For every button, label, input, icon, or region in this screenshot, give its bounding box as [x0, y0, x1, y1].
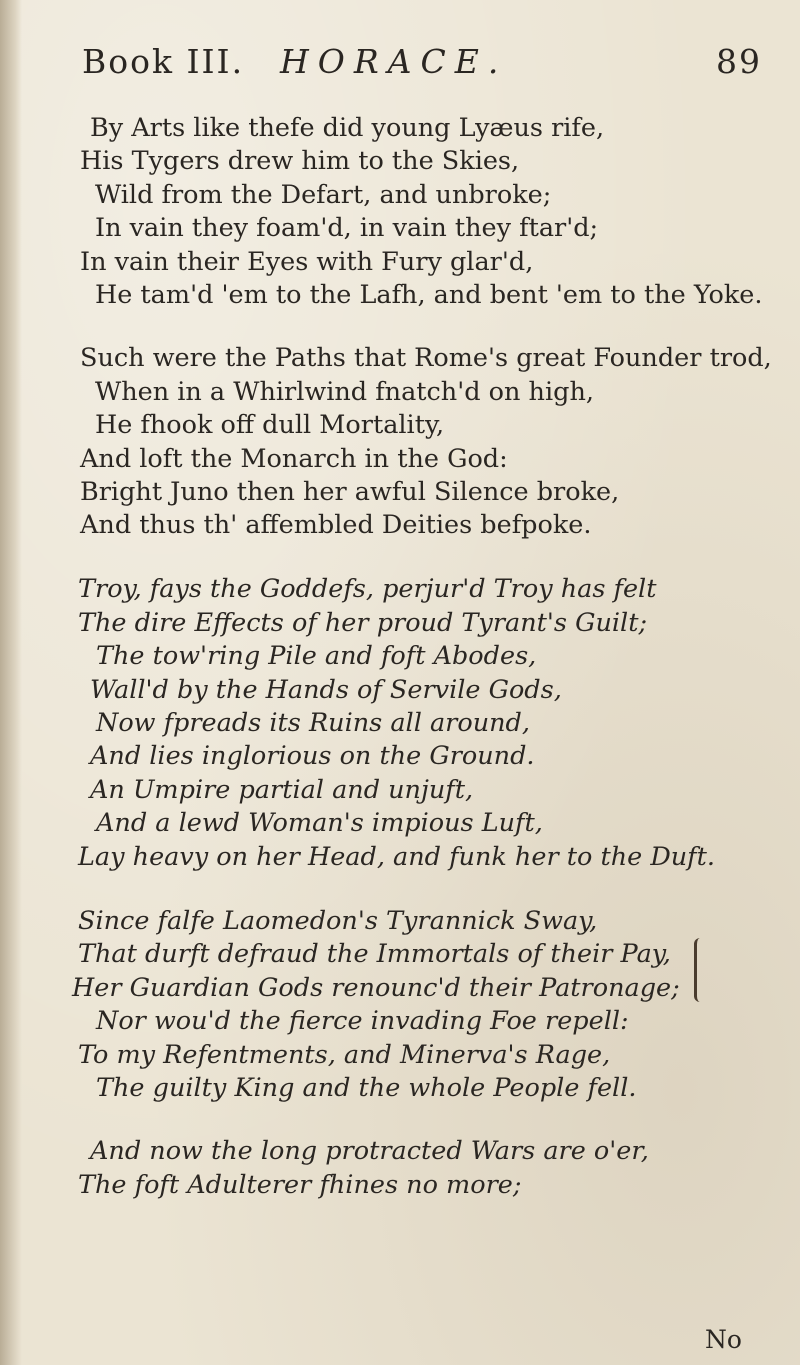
- page-number: 89: [716, 42, 762, 81]
- verse-line: That durft defraud the Immortals of their Pay,: [78, 939, 671, 969]
- book-label: Book III.: [82, 42, 245, 81]
- verse-line: And now the long protracted Wars are o'er,: [90, 1136, 649, 1166]
- verse-line: The dire Effects of her proud Tyrant's Guilt;: [78, 608, 648, 638]
- verse-line: And a lewd Woman's impious Luft,: [96, 808, 543, 838]
- verse-line: By Arts like thefe did young Lyæus rife,: [90, 113, 605, 143]
- verse-line: Her Guardian Gods renounc'd their Patronage;: [72, 973, 680, 1003]
- verse-line: Wall'd by the Hands of Servile Gods,: [90, 675, 562, 705]
- verse-line: Since falfe Laomedon's Tyrannick Sway,: [78, 906, 598, 936]
- verse-line: Lay heavy on her Head, and funk her to the Duft.: [78, 842, 715, 872]
- verse-line: His Tygers drew him to the Skies,: [80, 146, 520, 176]
- running-header: [82, 42, 762, 92]
- verse-line: And loft the Monarch in the God:: [80, 444, 508, 474]
- verse-line: In vain their Eyes with Fury glar'd,: [80, 247, 534, 277]
- verse-line: To my Refentments, and Minerva's Rage,: [78, 1040, 611, 1070]
- verse-line: And lies inglorious on the Ground.: [90, 741, 535, 771]
- verse-line: The tow'ring Pile and foft Abodes,: [96, 641, 537, 671]
- verse-line: In vain they foam'd, in vain they ftar'd;: [95, 213, 599, 243]
- verse-line: He tam'd 'em to the Lafh, and bent 'em to the Yoke.: [95, 280, 763, 310]
- verse-line: Such were the Paths that Rome's great Founder trod,: [80, 343, 772, 373]
- verse-line: The guilty King and the whole People fell.: [96, 1073, 637, 1103]
- verse-line: Wild from the Defart, and unbroke;: [95, 180, 552, 210]
- running-title: HORACE.: [280, 42, 508, 81]
- verse-line: He fhook off dull Mortality,: [95, 410, 445, 440]
- verse-line: Bright Juno then her awful Silence broke,: [80, 477, 620, 507]
- verse-line: Now fpreads its Ruins all around,: [96, 708, 530, 738]
- verse-line: And thus th' affembled Deities befpoke.: [80, 510, 592, 540]
- verse-line: The foft Adulterer fhines no more;: [78, 1170, 522, 1200]
- verse-line: Nor wou'd the fierce invading Foe repell:: [96, 1006, 629, 1036]
- page-gutter-shadow: [0, 0, 22, 1365]
- catchword: No: [705, 1325, 742, 1354]
- verse-line: Troy, fays the Goddefs, perjur'd Troy has felt: [78, 574, 657, 604]
- verse-line: An Umpire partial and unjuft,: [90, 775, 474, 805]
- verse-line: When in a Whirlwind fnatch'd on high,: [95, 377, 594, 407]
- margin-brace-mark: [694, 938, 707, 1002]
